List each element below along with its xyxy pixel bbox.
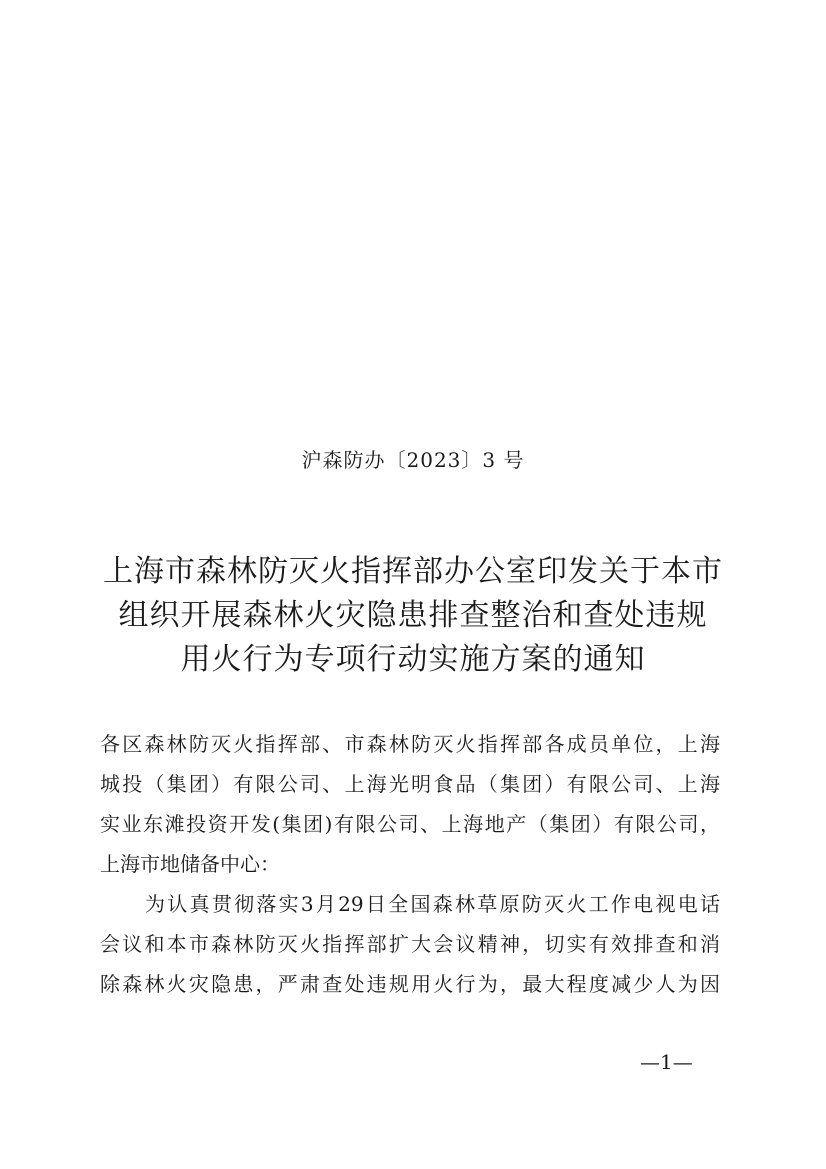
document-number: 沪森防办〔2023〕3 号 xyxy=(301,448,525,472)
title-line: 上海市森林防灭火指挥部办公室印发关于本市 xyxy=(103,554,723,589)
salutation-line: 各区森林防灭火指挥部、市森林防灭火指挥部各成员单位，上海 xyxy=(100,732,720,756)
title-line: 组织开展森林火灾隐患排查整治和查处违规 xyxy=(118,598,708,633)
paragraph-line: 会议和本市森林防灭火指挥部扩大会议精神，切实有效排查和消 xyxy=(100,932,720,956)
salutation-line: 城投（集团）有限公司、上海光明食品（集团）有限公司、上海 xyxy=(100,772,720,796)
document-body xyxy=(100,724,720,1004)
salutation xyxy=(100,724,720,884)
document-title xyxy=(90,550,736,682)
salutation-line: 实业东滩投资开发(集团)有限公司、上海地产（集团）有限公司， xyxy=(100,812,720,836)
salutation-line: 上海市地储备中心： xyxy=(100,852,280,876)
page-number: —1— xyxy=(640,1050,693,1074)
paragraph-line: 为认真贯彻落实3月29日全国森林草原防灭火工作电视电话 xyxy=(145,892,720,916)
body-paragraph xyxy=(100,884,720,1004)
title-line: 用火行为专项行动实施方案的通知 xyxy=(180,642,646,677)
paragraph-line: 除森林火灾隐患，严肃查处违规用火行为，最大程度减少人为因 xyxy=(100,972,720,996)
